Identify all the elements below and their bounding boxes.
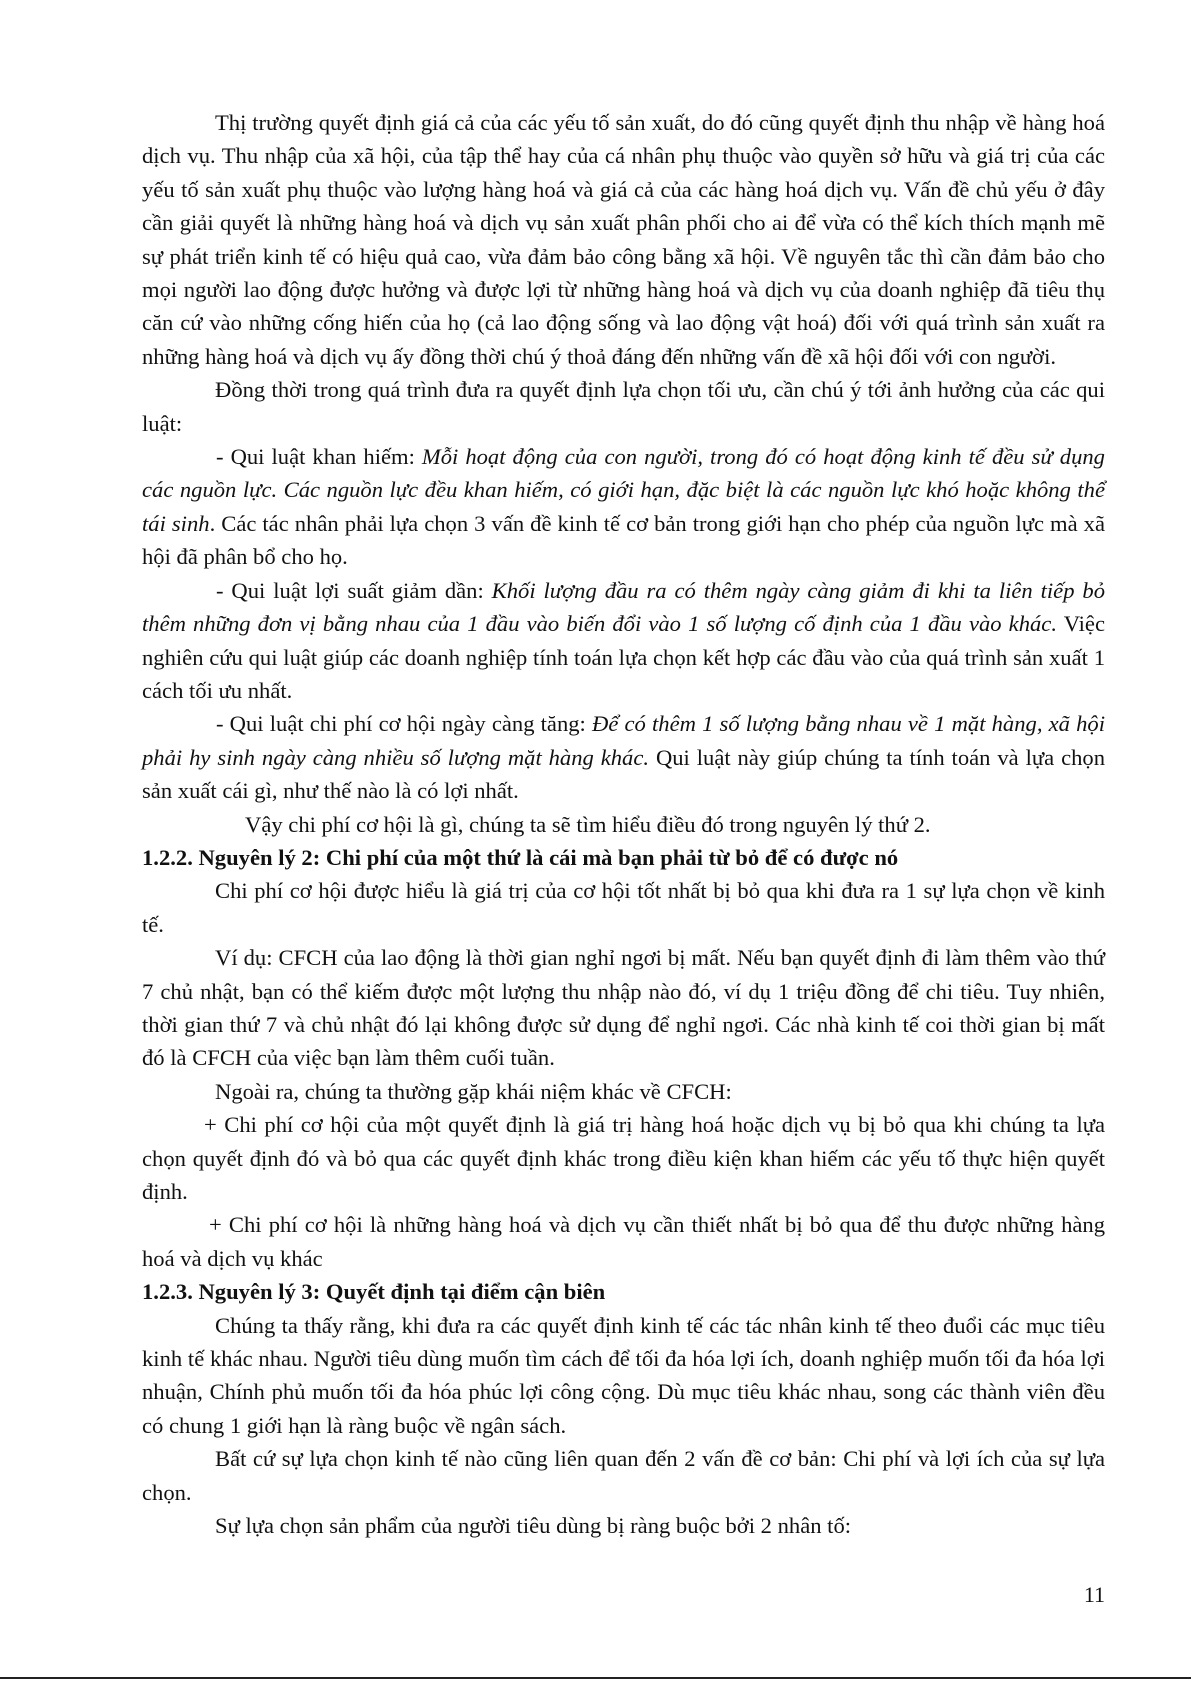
paragraph-economic-goals: Chúng ta thấy rằng, khi đưa ra các quyết định kinh tế các tác nhân kinh tế theo đuổi các mục tiêu kinh tế khác nhau. Người tiêu dùng muốn tìm cách để tối đa hóa lợi ích, doanh nghiệp muốn tối đa hóa lợi nhuận, Chính phủ muốn tối đa hóa phúc lợi công cộng. Dù mục tiêu khác nhau, song các thành viên đều có chung 1 giới hạn là ràng buộc về ngân sách. (142, 1312, 1105, 1438)
page-bottom-divider (0, 1677, 1191, 1679)
law-scarcity-rest: . Các tác nhân phải lựa chọn 3 vấn đề kinh tế cơ bản trong giới hạn cho phép của nguồn lực mà xã hội đã phân bổ cho họ. (142, 510, 1105, 570)
concept-item-1: + Chi phí cơ hội của một quyết định là giá trị hàng hoá hoặc dịch vụ bị bỏ qua khi chúng ta lựa chọn quyết định đó và bỏ qua các quyết định khác trong điều kiện khan hiếm các yếu tố thực hiện quyết định. (142, 1112, 1105, 1204)
law-increasing-opportunity-cost-rest: Qui luật này giúp chúng ta tính toán và lựa chọn sản xuất cái gì, như thế nào là có lợi nhất. (142, 744, 1105, 804)
law-increasing-opportunity-cost-label: - Qui luật chi phí cơ hội ngày càng tăng: (216, 711, 592, 737)
paragraph-opportunity-cost-definition: Chi phí cơ hội được hiểu là giá trị của cơ hội tốt nhất bị bỏ qua khi đưa ra 1 sự lựa chọn về kinh tế. (142, 878, 1105, 937)
law-diminishing-returns-label: - Qui luật lợi suất giảm dần: (216, 577, 492, 603)
law-scarcity (142, 440, 1105, 574)
paragraph-opportunity-cost-question: Vậy chi phí cơ hội là gì, chúng ta sẽ tìm hiểu điều đó trong nguyên lý thứ 2. (245, 811, 931, 837)
section-heading-1-2-3: 1.2.3. Nguyên lý 3: Quyết định tại điểm cận biên (142, 1279, 606, 1305)
concept-item-2: + Chi phí cơ hội là những hàng hoá và dịch vụ cần thiết nhất bị bỏ qua để thu được những hàng hoá và dịch vụ khác (142, 1212, 1105, 1271)
law-scarcity-definition: Mỗi hoạt động của con người, trong đó có hoạt động kinh tế đều sử dụng các nguồn lực. Các nguồn lực đều khan hiếm, có giới hạn, đặc biệt là các nguồn lực khó hoặc không thể tái sinh (142, 444, 1105, 536)
paragraph-cost-benefit: Bất cứ sự lựa chọn kinh tế nào cũng liên quan đến 2 vấn đề cơ bản: Chi phí và lợi ích của sự lựa chọn. (142, 1446, 1105, 1505)
document-body (142, 106, 1105, 1542)
page-number: 11 (1083, 1582, 1105, 1607)
paragraph-example: Ví dụ: CFCH của lao động là thời gian nghỉ ngơi bị mất. Nếu bạn quyết định đi làm thêm vào thứ 7 chủ nhật, bạn có thể kiếm được một lượng thu nhập nào đó, ví dụ 1 triệu đồng để chi tiêu. Tuy nhiên, thời gian thứ 7 và chủ nhật đó lại không được sử dụng để nghỉ ngơi. Các nhà kinh tế coi thời gian bị mất đó là CFCH của việc bạn làm thêm cuối tuần. (142, 945, 1105, 1071)
paragraph-consumer-constraints: Sự lựa chọn sản phẩm của người tiêu dùng bị ràng buộc bởi 2 nhân tố: (215, 1513, 852, 1539)
law-increasing-opportunity-cost (142, 707, 1105, 807)
law-diminishing-returns-definition: Khối lượng đầu ra có thêm ngày càng giảm đi khi ta liên tiếp bỏ thêm những đơn vị bằng nhau của 1 đầu vào biến đổi vào 1 số lượng cố định của 1 đầu vào khác. (142, 577, 1106, 637)
law-scarcity-label: - Qui luật khan hiếm: (216, 444, 422, 470)
section-heading-1-2-2: 1.2.2. Nguyên lý 2: Chi phí của một thứ là cái mà bạn phải từ bỏ để có được nó (142, 844, 899, 870)
paragraph-laws-intro: Đồng thời trong quá trình đưa ra quyết định lựa chọn tối ưu, cần chú ý tới ảnh hưởng của các qui luật: (142, 377, 1105, 436)
paragraph-market-income: Thị trường quyết định giá cả của các yếu tố sản xuất, do đó cũng quyết định thu nhập về hàng hoá dịch vụ. Thu nhập của xã hội, của tập thể hay của cá nhân phụ thuộc vào quyền sở hữu và giá trị của các yếu tố sản xuất phụ thuộc vào lượng hàng hoá và giá cả của các hàng hoá dịch vụ. Vấn đề chủ yếu ở đây cần giải quyết là những hàng hoá và dịch vụ sản xuất phân phối cho ai để vừa có thể kích thích mạnh mẽ sự phát triển kinh tế có hiệu quả cao, vừa đảm bảo công bằng xã hội. Về nguyên tắc thì cần đảm bảo cho mọi người lao động được hưởng và được lợi từ những hàng hoá và dịch vụ của doanh nghiệp đã tiêu thụ căn cứ vào những cống hiến của họ (cả lao động sống và lao động vật hoá) đối với quá trình sản xuất ra những hàng hoá và dịch vụ ấy đồng thời chú ý thoả đáng đến những vấn đề xã hội đối với con người. (142, 110, 1105, 369)
law-diminishing-returns (142, 574, 1105, 708)
law-increasing-opportunity-cost-definition: Để có thêm 1 số lượng bằng nhau về 1 mặt hàng, xã hội phải hy sinh ngày càng nhiều số lượng mặt hàng khác. (142, 711, 1105, 770)
paragraph-other-concepts: Ngoài ra, chúng ta thường gặp khái niệm khác về CFCH: (215, 1078, 732, 1104)
law-diminishing-returns-rest: Việc nghiên cứu qui luật giúp các doanh nghiệp tính toán lựa chọn kết hợp các đầu vào của quá trình sản xuất 1 cách tối ưu nhất. (142, 611, 1105, 703)
